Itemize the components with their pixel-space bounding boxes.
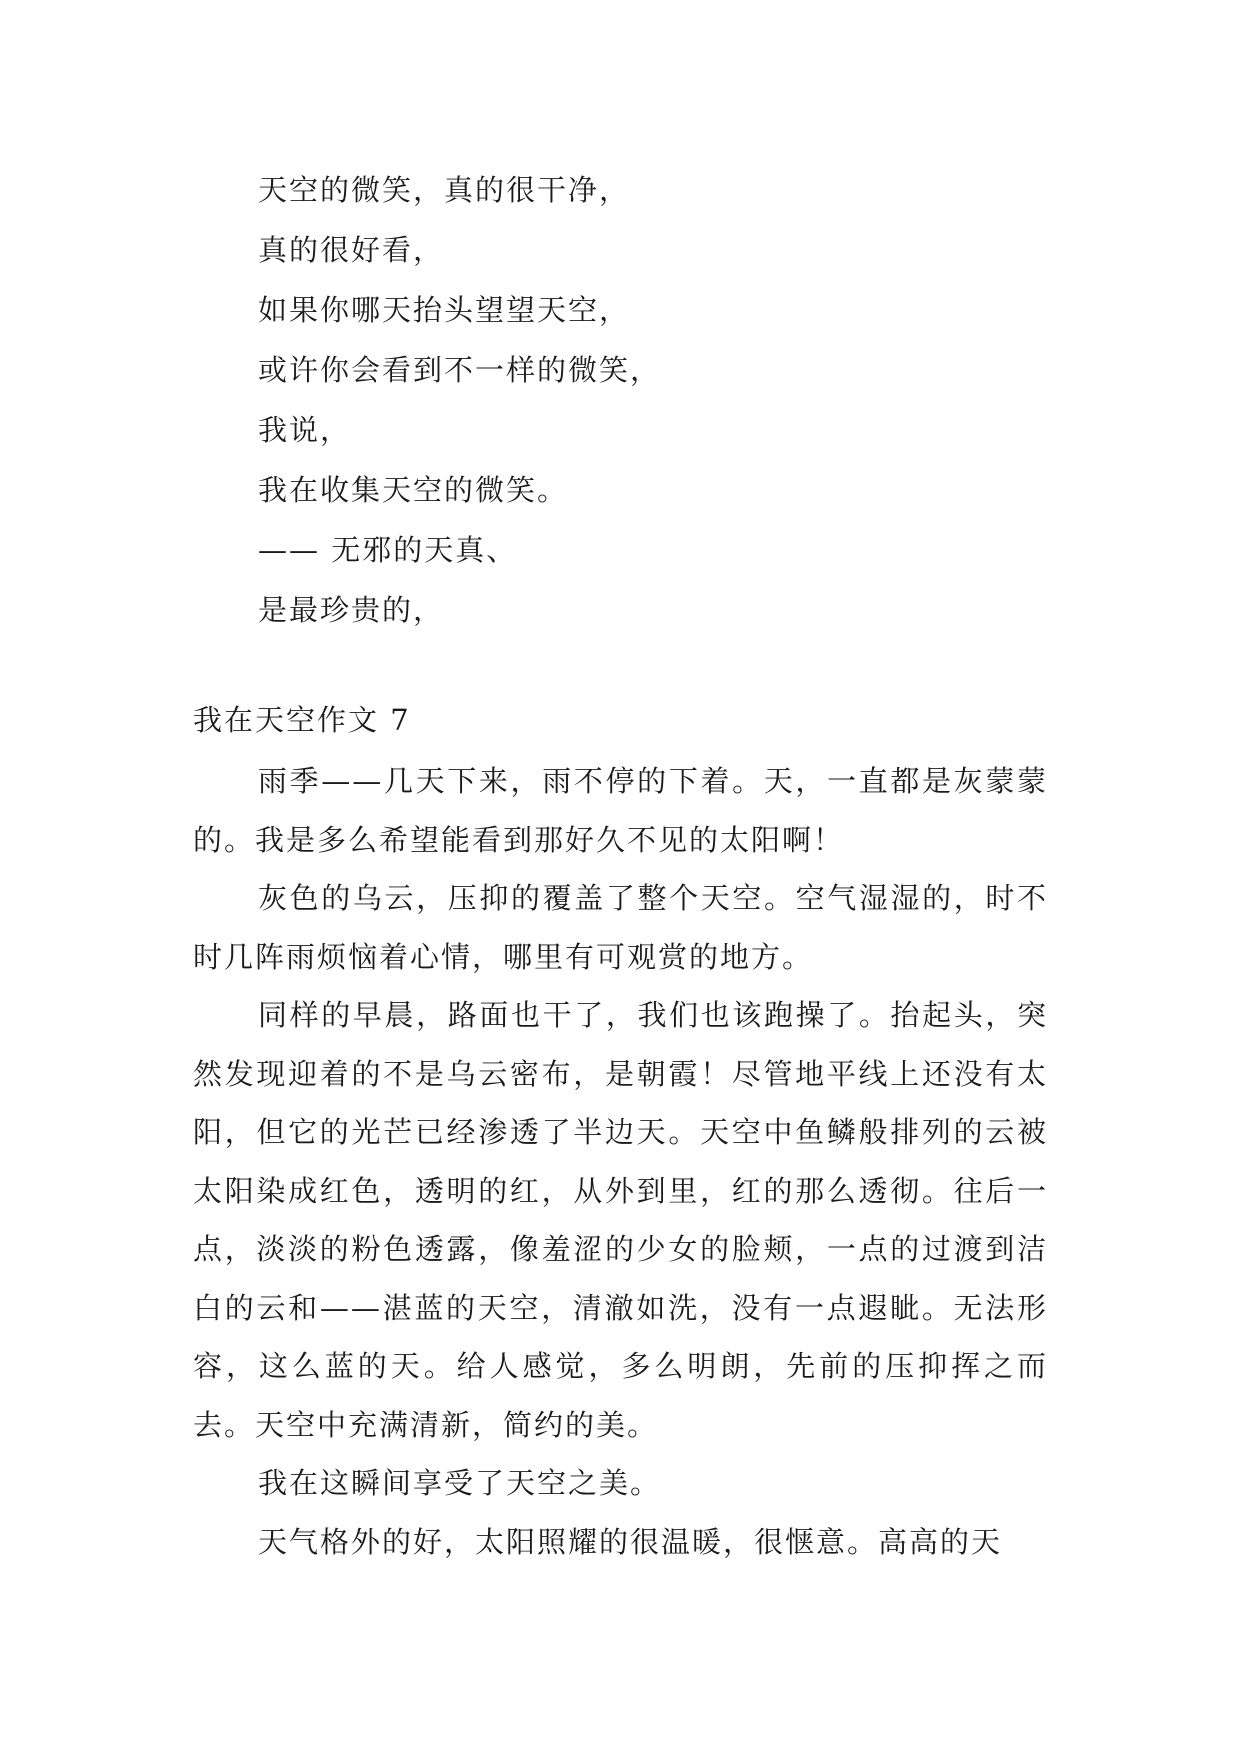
poem-line: 是最珍贵的，	[258, 593, 445, 627]
poem-line: 或许你会看到不一样的微笑，	[258, 353, 662, 387]
poem-block	[258, 160, 1058, 640]
poem-line: 真的很好看，	[258, 233, 445, 267]
poem-line: 我说，	[258, 413, 352, 447]
poem-line: 我在收集天空的微笑。	[258, 473, 569, 507]
essay-title: 我在天空作文 7	[193, 703, 411, 737]
poem-line: 天空的微笑，真的很干净，	[258, 173, 631, 207]
essay-paragraph: 我在这瞬间享受了天空之美。	[258, 1466, 662, 1500]
essay-paragraph: 雨季——几天下来，雨不停的下着。天，一直都是灰蒙蒙的。我是多么希望能看到那好久不见的太阳啊！	[193, 764, 1048, 857]
poem-line: 如果你哪天抬头望望天空，	[258, 293, 631, 327]
essay-section	[193, 690, 1048, 1571]
essay-paragraph: 天气格外的好，太阳照耀的很温暖，很惬意。高高的天	[258, 1524, 1003, 1559]
poem-line: —— 无邪的天真、	[258, 533, 518, 567]
essay-paragraph: 灰色的乌云，压抑的覆盖了整个天空。空气湿湿的，时不时几阵雨烦恼着心情，哪里有可观赏的地方。	[193, 881, 1048, 974]
essay-paragraph: 同样的早晨，路面也干了，我们也该跑操了。抬起头，突然发现迎着的不是乌云密布，是朝霞！尽管地平线上还没有太阳，但它的光芒已经渗透了半边天。天空中鱼鳞般排列的云被太阳染成红色，透明的红，从外到里，红的那么透彻。往后一点，淡淡的粉色透露，像羞涩的少女的脸颊，一点的过渡到洁白的云和——湛蓝的天空，清澈如洗，没有一点遐眦。无法形容，这么蓝的天。给人感觉，多么明朗，先前的压抑挥之而去。天空中充满清新，简约的美。	[193, 998, 1048, 1442]
